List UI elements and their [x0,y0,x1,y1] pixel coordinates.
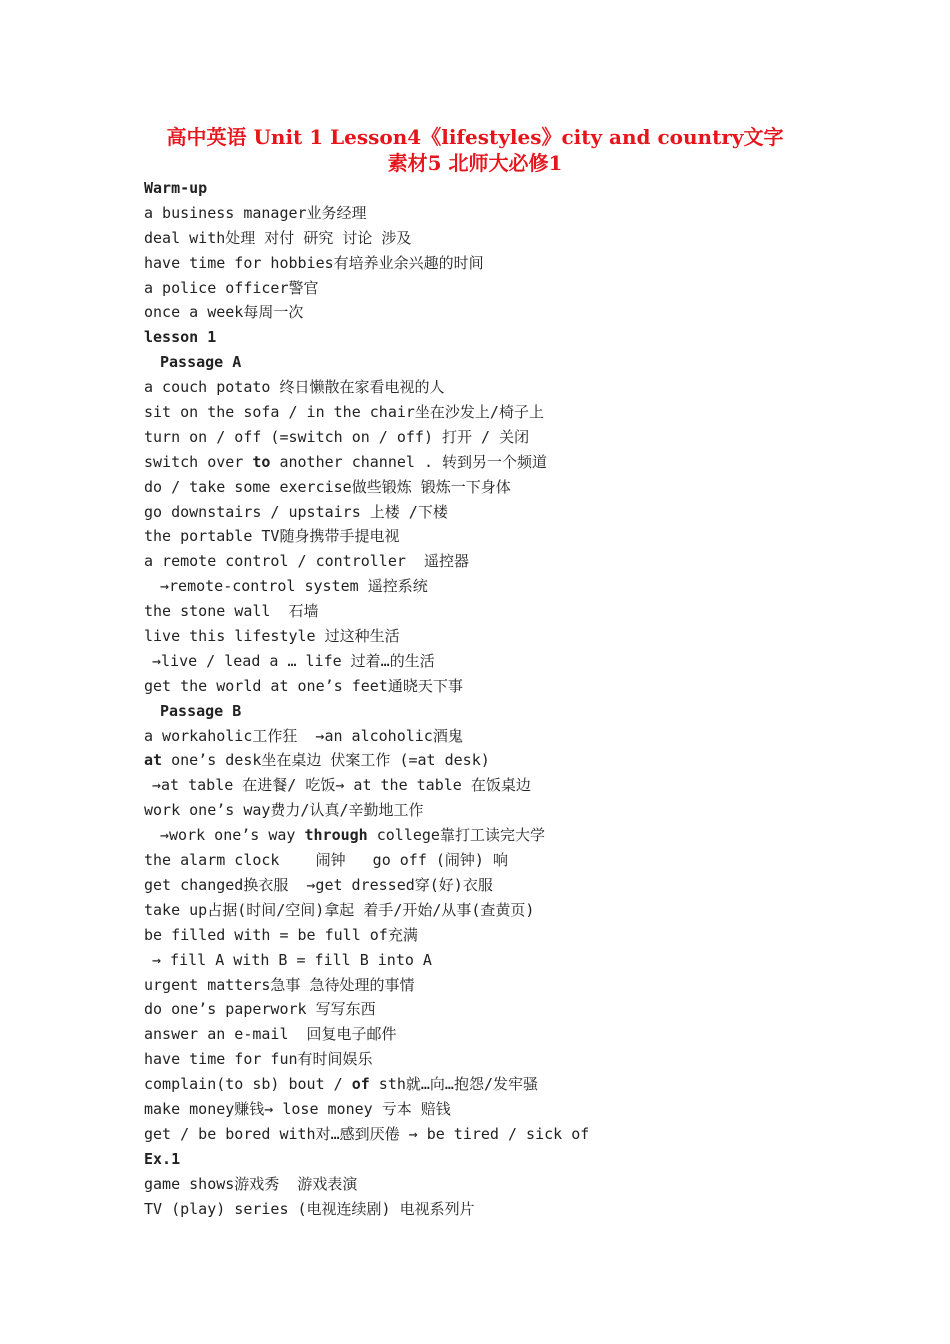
section-heading: Passage A [160,353,242,372]
vocab-line: game shows游戏秀 游戏表演 [144,1174,358,1193]
vocab-line: →at table 在进餐/ 吃饭→ at the table 在饭桌边 [152,776,531,795]
vocab-line: a workaholic工作狂 →an alcoholic酒鬼 [144,726,463,745]
vocab-line: get the world at one’s feet通晓天下事 [144,676,463,695]
vocab-line: a police officer警官 [144,278,319,297]
vocab-line: have time for hobbies有培养业余兴趣的时间 [144,253,484,272]
emphasized-word: at [144,751,163,770]
vocab-line: the alarm clock 闹钟 go off (闹钟) 响 [144,851,508,870]
vocab-line: →remote-control system 遥控系统 [160,577,428,596]
vocab-line [144,1072,924,1097]
vocab-text: complain(to sb) bout / [144,1075,352,1094]
title-line-1: 高中英语 Unit 1 Lesson4《lifestyles》city and country文字 [166,125,784,149]
emphasized-word: of [351,1075,370,1094]
section-heading: Warm-up [144,179,208,197]
vocab-line: → fill A with B = fill B into A [152,950,432,969]
vocab-text: college靠打工读完大学 [367,826,545,845]
vocab-line [144,748,924,773]
vocab-line: answer an e-mail 回复电子邮件 [144,1025,397,1044]
section-heading: Passage B [160,701,242,720]
document-title [0,124,950,176]
section-heading: lesson 1 [144,328,217,347]
vocab-text: switch over [144,452,253,471]
vocab-line: the stone wall 石墙 [144,602,319,621]
vocab-text: →work one’s way [160,826,305,845]
title-line-2: 素材5 北师大必修1 [387,151,563,175]
vocab-line: take up占据(时间/空间)拿起 着手/开始/从事(查黄页) [144,900,535,919]
vocab-line: →live / lead a … life 过着…的生活 [152,651,435,670]
vocab-line: do one’s paperwork 写写东西 [144,1000,376,1019]
vocab-line: a remote control / controller 遥控器 [144,552,469,571]
vocab-line: turn on / off (=switch on / off) 打开 / 关闭 [144,427,530,446]
vocab-line: once a week每周一次 [144,303,304,322]
vocab-text: another channel . 转到另一个频道 [270,452,548,471]
vocab-line: do / take some exercise做些锻炼 锻炼一下身体 [144,477,511,496]
vocab-line: live this lifestyle 过这种生活 [144,627,400,646]
vocab-line: deal with处理 对付 研究 讨论 涉及 [144,228,412,247]
vocab-line: a couch potato 终日懒散在家看电视的人 [144,378,445,397]
vocab-line: a business manager业务经理 [144,203,367,222]
vocab-line: work one’s way费力/认真/辛勤地工作 [144,801,424,820]
vocab-text: sth就…向…抱怨/发牢骚 [369,1075,538,1094]
vocab-line [144,823,924,848]
emphasized-word: through [304,826,368,845]
vocabulary-list [144,176,924,1221]
vocab-line: sit on the sofa / in the chair坐在沙发上/椅子上 [144,403,544,422]
vocab-line: TV (play) series (电视连续剧) 电视系列片 [144,1199,475,1218]
vocab-line: have time for fun有时间娱乐 [144,1050,373,1069]
vocab-line: the portable TV随身携带手提电视 [144,527,400,546]
emphasized-word: to [252,452,271,471]
vocab-line [144,450,924,475]
vocab-line: make money赚钱→ lose money 亏本 赔钱 [144,1099,451,1118]
vocab-text: one’s desk坐在桌边 伏案工作 (=at desk) [162,751,490,770]
vocab-line: get / be bored with对…感到厌倦 → be tired / sick of [144,1124,590,1143]
vocab-line: get changed换衣服 →get dressed穿(好)衣服 [144,875,493,894]
vocab-line: be filled with = be full of充满 [144,925,418,944]
vocab-line: go downstairs / upstairs 上楼 /下楼 [144,502,448,521]
vocab-line: urgent matters急事 急待处理的事情 [144,975,415,994]
section-heading: Ex.1 [144,1149,181,1168]
